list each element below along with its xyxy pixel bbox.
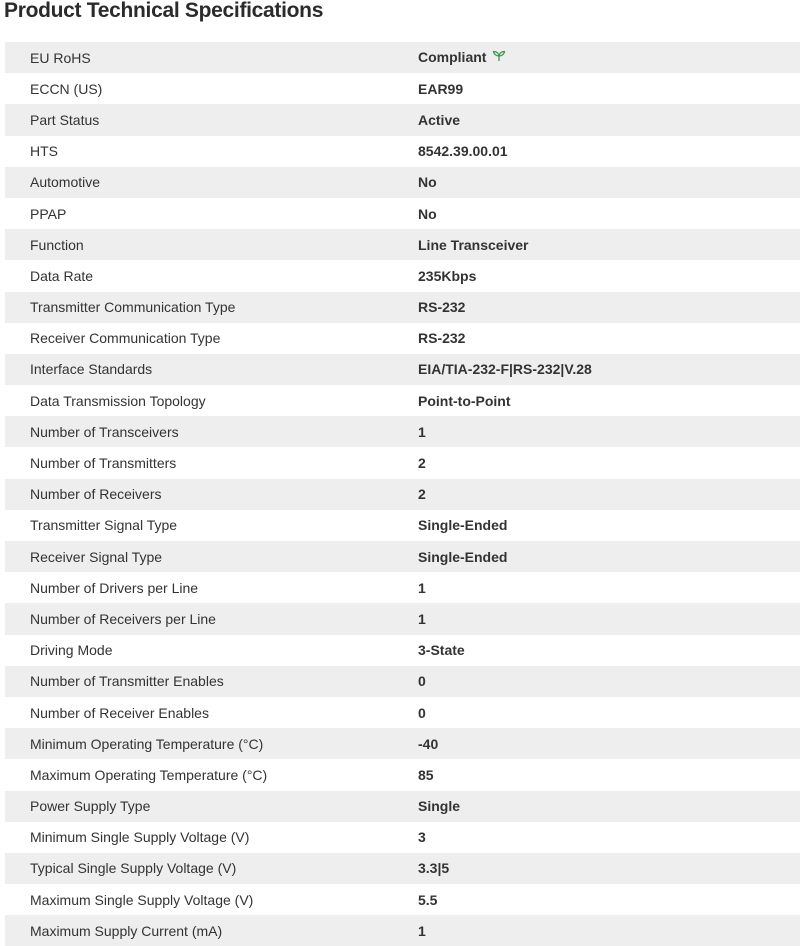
spec-row <box>5 198 800 229</box>
page-title: Product Technical Specifications <box>4 0 324 22</box>
spec-label: Number of Drivers per Line <box>5 572 418 603</box>
spec-label: Maximum Supply Current (mA) <box>5 915 418 946</box>
spec-row <box>5 447 800 478</box>
spec-label: Receiver Signal Type <box>5 541 418 572</box>
spec-row <box>5 666 800 697</box>
spec-label: Minimum Single Supply Voltage (V) <box>5 822 418 853</box>
spec-label: EU RoHS <box>5 42 418 73</box>
spec-row <box>5 292 800 323</box>
spec-row <box>5 385 800 416</box>
spec-value-cell <box>418 354 800 385</box>
spec-row <box>5 728 800 759</box>
spec-value-cell <box>418 884 800 915</box>
spec-value-cell <box>418 385 800 416</box>
spec-value: 3.3|5 <box>418 860 450 877</box>
spec-value: RS-232 <box>418 330 466 347</box>
spec-value-cell <box>418 198 800 229</box>
spec-value: 1 <box>418 423 426 440</box>
spec-value: 1 <box>418 579 426 596</box>
spec-label: Number of Receivers <box>5 479 418 510</box>
spec-value-cell <box>418 104 800 135</box>
spec-label: Number of Transmitter Enables <box>5 666 418 697</box>
spec-label: Function <box>5 229 418 260</box>
spec-row <box>5 42 800 73</box>
spec-value-cell <box>418 42 800 73</box>
spec-label: Driving Mode <box>5 635 418 666</box>
spec-value: 235Kbps <box>418 267 477 284</box>
spec-value: 0 <box>418 673 426 690</box>
spec-label: Receiver Communication Type <box>5 323 418 354</box>
spec-row <box>5 884 800 915</box>
spec-table-body <box>5 42 800 946</box>
spec-value-cell <box>418 479 800 510</box>
spec-value: Single-Ended <box>418 517 508 534</box>
spec-value: 0 <box>418 704 426 721</box>
spec-label: Number of Receivers per Line <box>5 603 418 634</box>
spec-value: No <box>418 205 437 222</box>
spec-value-cell <box>418 447 800 478</box>
spec-label: Maximum Single Supply Voltage (V) <box>5 884 418 915</box>
spec-value-cell <box>418 136 800 167</box>
spec-label: Data Transmission Topology <box>5 385 418 416</box>
spec-value: 8542.39.00.01 <box>418 143 508 160</box>
spec-label: Interface Standards <box>5 354 418 385</box>
spec-value: 2 <box>418 486 426 503</box>
spec-row <box>5 853 800 884</box>
spec-row <box>5 697 800 728</box>
spec-value-cell <box>418 323 800 354</box>
spec-label: Number of Transmitters <box>5 447 418 478</box>
spec-label: Number of Receiver Enables <box>5 697 418 728</box>
spec-value: 85 <box>418 766 434 783</box>
spec-value-cell <box>418 260 800 291</box>
spec-value: Point-to-Point <box>418 392 511 409</box>
spec-label: PPAP <box>5 198 418 229</box>
spec-value: Compliant <box>418 48 487 65</box>
spec-row <box>5 759 800 790</box>
spec-value: 5.5 <box>418 891 438 908</box>
spec-label: Power Supply Type <box>5 791 418 822</box>
spec-value-cell <box>418 728 800 759</box>
spec-row <box>5 603 800 634</box>
spec-value-cell <box>418 822 800 853</box>
spec-value-cell <box>418 666 800 697</box>
spec-value: 1 <box>418 922 426 939</box>
spec-row <box>5 635 800 666</box>
spec-label: Number of Transceivers <box>5 416 418 447</box>
spec-value: EIA/TIA-232-F|RS-232|V.28 <box>418 361 592 378</box>
spec-value: EAR99 <box>418 80 464 97</box>
spec-value: 1 <box>418 610 426 627</box>
spec-label: ECCN (US) <box>5 73 418 104</box>
spec-value-cell <box>418 229 800 260</box>
spec-value: Line Transceiver <box>418 236 529 253</box>
spec-value-cell <box>418 635 800 666</box>
spec-value-cell <box>418 915 800 946</box>
spec-row <box>5 104 800 135</box>
spec-value-cell <box>418 853 800 884</box>
spec-row <box>5 354 800 385</box>
spec-row <box>5 541 800 572</box>
spec-label: Part Status <box>5 104 418 135</box>
spec-value-cell <box>418 759 800 790</box>
spec-value-cell <box>418 292 800 323</box>
spec-value: Active <box>418 111 461 128</box>
spec-value: 3 <box>418 829 426 846</box>
spec-row <box>5 416 800 447</box>
spec-value: 2 <box>418 455 426 472</box>
spec-table <box>5 42 800 946</box>
spec-value-cell <box>418 541 800 572</box>
spec-row <box>5 229 800 260</box>
spec-row <box>5 73 800 104</box>
spec-value: RS-232 <box>418 299 466 316</box>
spec-value-cell <box>418 510 800 541</box>
spec-value: No <box>418 174 437 191</box>
spec-value-cell <box>418 73 800 104</box>
spec-label: Typical Single Supply Voltage (V) <box>5 853 418 884</box>
spec-row <box>5 136 800 167</box>
spec-row <box>5 167 800 198</box>
spec-value: 3-State <box>418 642 465 659</box>
spec-row <box>5 479 800 510</box>
spec-value: Single-Ended <box>418 548 508 565</box>
spec-row <box>5 260 800 291</box>
spec-row <box>5 822 800 853</box>
spec-row <box>5 510 800 541</box>
spec-value-cell <box>418 791 800 822</box>
spec-label: Minimum Operating Temperature (°C) <box>5 728 418 759</box>
spec-value-cell <box>418 416 800 447</box>
spec-value-cell <box>418 603 800 634</box>
spec-label: HTS <box>5 136 418 167</box>
spec-label: Automotive <box>5 167 418 198</box>
spec-label: Transmitter Communication Type <box>5 292 418 323</box>
spec-row <box>5 791 800 822</box>
spec-label: Maximum Operating Temperature (°C) <box>5 759 418 790</box>
spec-value-cell <box>418 697 800 728</box>
spec-row <box>5 915 800 946</box>
spec-row <box>5 323 800 354</box>
spec-value: Single <box>418 798 461 815</box>
spec-value-cell <box>418 572 800 603</box>
spec-label: Transmitter Signal Type <box>5 510 418 541</box>
spec-value: -40 <box>418 735 439 752</box>
spec-row <box>5 572 800 603</box>
leaf-icon <box>492 49 506 65</box>
spec-label: Data Rate <box>5 260 418 291</box>
spec-value-cell <box>418 167 800 198</box>
